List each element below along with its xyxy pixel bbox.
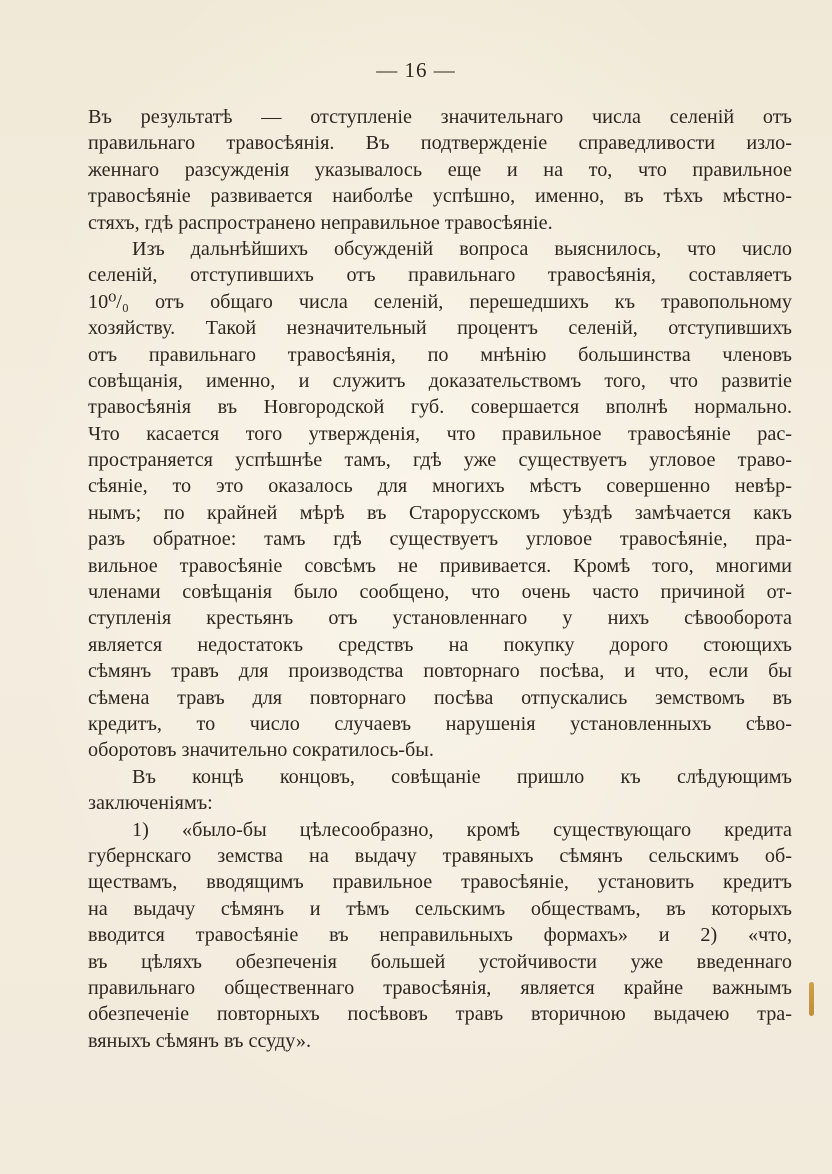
text-line: оборотовъ значительно сократилось-бы.: [88, 739, 434, 762]
text-line: 10⁰/₀ отъ общаго числа селеній, перешедшихъ къ травопольному: [88, 290, 792, 313]
text-line: сѣяніе, то это оказалось для многихъ мѣстъ совершенно невѣр-: [88, 475, 792, 498]
text-line: женнаго разсужденія указывалось еще и на то, что правильное: [88, 158, 792, 181]
text-line: разъ обратное: тамъ гдѣ существуетъ угловое травосѣяніе, пра-: [88, 528, 792, 551]
text-line: селеній, отступившихъ отъ правильнаго травосѣянія, составляетъ: [88, 264, 792, 287]
text-line: отъ правильнаго травосѣянія, по мнѣнію большинства членовъ: [88, 343, 792, 366]
text-line: кредитъ, то число случаевъ нарушенія установленныхъ сѣво-: [88, 712, 792, 735]
text-line: нымъ; по крайней мѣрѣ въ Старорусскомъ уѣздѣ замѣчается какъ: [88, 501, 792, 524]
text-line: членами совѣщанія было сообщено, что очень часто причиной от-: [88, 581, 792, 604]
text-line: является недостатокъ средствъ на покупку дорого стоющихъ: [88, 633, 792, 656]
body-text: [88, 104, 792, 1054]
text-line: правильнаго травосѣянія. Въ подтвержденіе справедливости изло-: [88, 132, 792, 155]
text-line: пространяется успѣшнѣе тамъ, гдѣ уже существуетъ угловое траво-: [88, 449, 792, 472]
text-line: сѣмена травъ для повторнаго посѣва отпускались земствомъ въ: [88, 686, 792, 709]
text-line: Въ результатѣ — отступленіе значительнаго числа селеній отъ: [88, 106, 792, 128]
text-line: въ цѣляхъ обезпеченія большей устойчивости уже введеннаго: [88, 950, 792, 973]
text-line: вяныхъ сѣмянъ въ ссуду».: [88, 1029, 311, 1052]
text-line: заключеніямъ:: [88, 792, 213, 815]
text-line: на выдачу сѣмянъ и тѣмъ сельскимъ обществамъ, въ которыхъ: [88, 897, 792, 920]
text-line: травосѣянія въ Новгородской губ. совершается вполнѣ нормально.: [88, 396, 792, 419]
text-line: ступленія крестьянъ отъ установленнаго у нихъ сѣвооборота: [88, 607, 792, 630]
text-line: Въ концѣ концовъ, совѣщаніе пришло къ слѣдующимъ: [132, 765, 792, 788]
text-line: сѣмянъ травъ для производства повторнаго посѣва, и что, если бы: [88, 660, 792, 683]
text-line: Что касается того утвержденія, что правильное травосѣяніе рас-: [88, 422, 792, 445]
text-line: травосѣяніе развивается наиболѣе успѣшно, именно, въ тѣхъ мѣстно-: [88, 185, 792, 208]
text-line: правильнаго общественнаго травосѣянія, является крайне важнымъ: [88, 976, 792, 999]
text-line: совѣщанія, именно, и служитъ доказательствомъ того, что развитіе: [88, 369, 792, 392]
text-line: стяхъ, гдѣ распространено неправильное травосѣяніе.: [88, 211, 553, 234]
page-number: — 16 —: [376, 58, 456, 82]
text-line: хозяйству. Такой незначительный процентъ селеній, отступившихъ: [88, 317, 792, 340]
text-line: губернскаго земства на выдачу травяныхъ сѣмянъ сельскимъ об-: [88, 844, 792, 867]
text-line: 1) «было-бы цѣлесообразно, кромѣ существующаго кредита: [132, 818, 792, 841]
text-line: обезпеченіе повторныхъ посѣвовъ травъ вторичною выдачею тра-: [88, 1003, 792, 1026]
margin-bookmark-mark: [809, 982, 814, 1016]
text-line: Изъ дальнѣйшихъ обсужденій вопроса выяснилось, что число: [132, 237, 792, 260]
text-line: вильное травосѣяніе совсѣмъ не прививается. Кромѣ того, многими: [88, 554, 792, 577]
text-line: вводится травосѣяніе въ неправильныхъ формахъ» и 2) «что,: [88, 924, 792, 947]
text-line: ществамъ, вводящимъ правильное травосѣяніе, установить кредитъ: [88, 871, 792, 894]
